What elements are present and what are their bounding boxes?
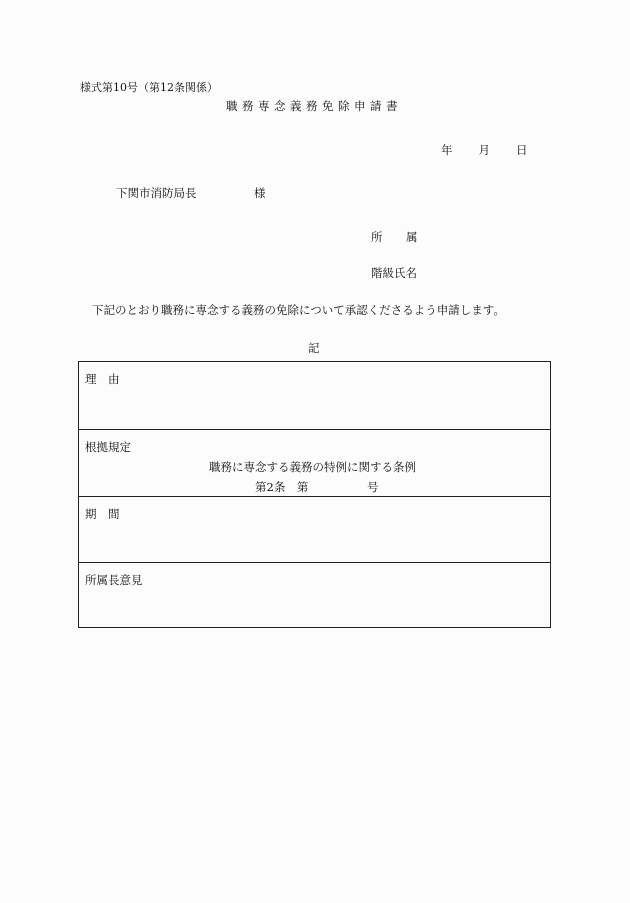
supervisor-opinion-label: 所属長意見	[85, 573, 143, 587]
basis-ordinance-text: 職務に専念する義務の特例に関する条例	[209, 460, 416, 474]
reason-label: 理 由	[85, 372, 120, 386]
affiliation-label-part2: 属	[406, 230, 418, 244]
reason-section	[79, 362, 550, 429]
date-line	[441, 145, 528, 157]
month-label: 月	[478, 143, 490, 157]
affiliation-field	[371, 230, 418, 244]
day-label: 日	[516, 143, 528, 157]
rank-name-label: 階級氏名	[371, 266, 417, 280]
basis-clause: 第2条 第	[255, 480, 309, 494]
ki-heading: 記	[308, 341, 320, 355]
basis-section	[79, 429, 550, 496]
basis-clause-line	[255, 479, 379, 495]
basis-label: 根拠規定	[85, 440, 131, 454]
supervisor-opinion-section	[79, 562, 550, 628]
affiliation-label-part1: 所	[371, 230, 383, 244]
addressee	[116, 186, 266, 200]
form-number: 様式第10号（第12条関係）	[80, 81, 218, 94]
document-title: 職務専念義務免除申請書	[226, 99, 402, 113]
year-label: 年	[441, 143, 453, 157]
basis-item: 号	[367, 480, 379, 494]
addressee-honorific: 様	[254, 186, 266, 200]
application-form-table	[78, 361, 551, 628]
request-statement: 下記のとおり職務に専念する義務の免除について承認くださるよう申請します。	[92, 303, 505, 317]
period-section	[79, 496, 550, 562]
period-label: 期 間	[85, 507, 120, 521]
addressee-name: 下関市消防局長	[116, 186, 197, 200]
